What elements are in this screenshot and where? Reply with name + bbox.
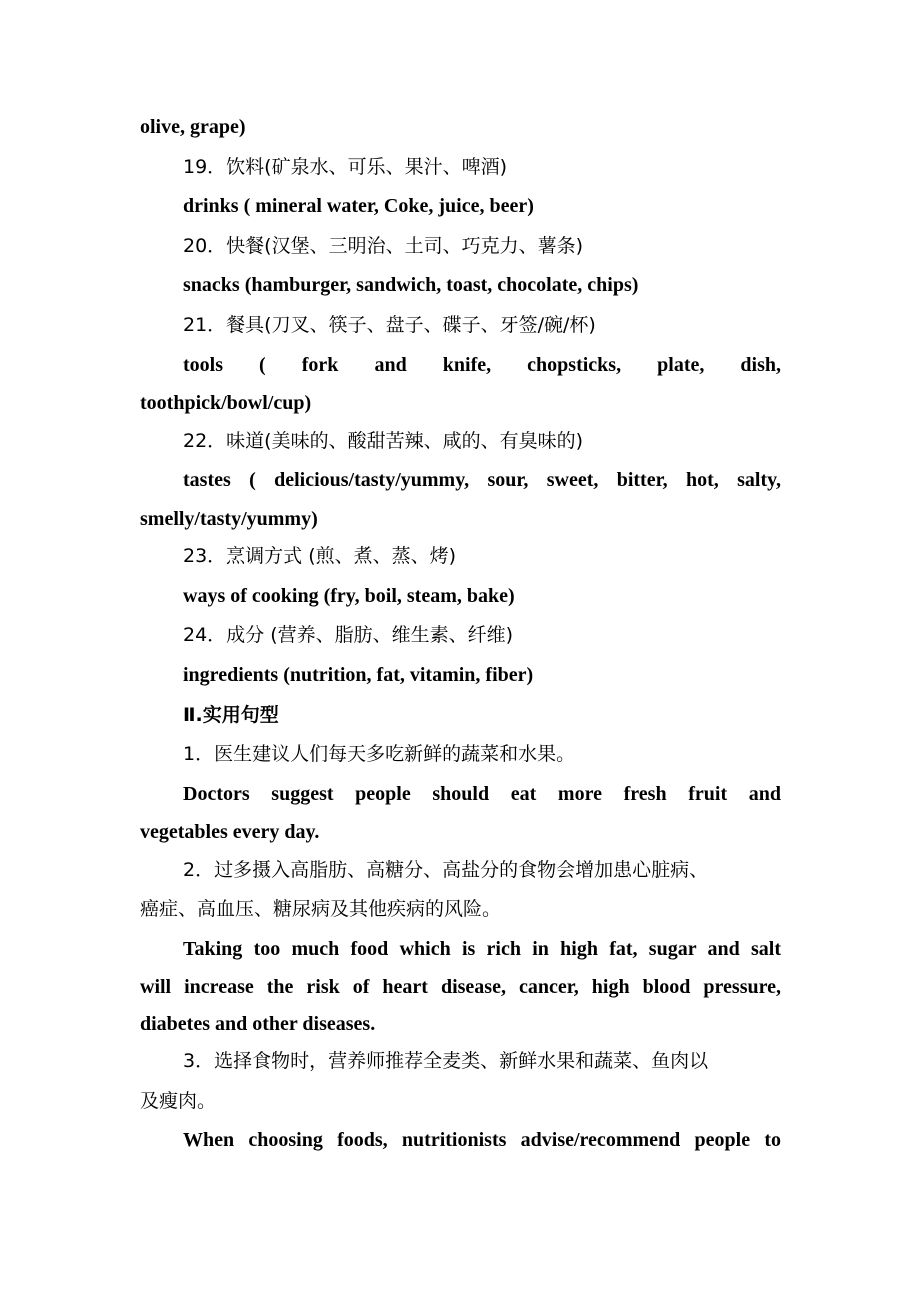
text-line: Doctors suggest people should eat more fresh fruit and: [183, 782, 781, 805]
sentence-item-3: 3．选择食物时，营养师推荐全麦类、新鲜水果和蔬菜、鱼肉以: [183, 1050, 709, 1073]
text-line: 癌症、高血压、糖尿病及其他疾病的风险。: [140, 898, 502, 921]
text-line: smelly/tasty/yummy): [140, 507, 318, 530]
sentence-item-2: 2．过多摄入高脂肪、高糖分、高盐分的食物会增加患心脏病、: [183, 858, 709, 881]
text-line: olive, grape): [140, 116, 246, 138]
vocab-item-20: 20．快餐(汉堡、三明治、土司、巧克力、薯条): [183, 234, 584, 257]
sentence-item-1: 1．医生建议人们每天多吃新鲜的蔬菜和水果。: [183, 743, 576, 766]
text-line: snacks (hamburger, sandwich, toast, chocolate, chips): [183, 274, 639, 297]
text-line: vegetables every day.: [140, 821, 320, 844]
text-line: will increase the risk of heart disease, cancer, high blood pressure,: [140, 976, 781, 999]
section-heading: Ⅱ.实用句型: [183, 703, 279, 726]
text-line: diabetes and other diseases.: [140, 1012, 376, 1035]
text-line: tools ( fork and knife, chopsticks, plate, dish,: [183, 353, 781, 376]
text-line: ways of cooking (fry, boil, steam, bake): [183, 584, 515, 607]
text-line: 及瘦肉。: [140, 1089, 217, 1112]
vocab-item-22: 22．味道(美味的、酸甜苦辣、咸的、有臭味的): [183, 429, 584, 452]
text-line: drinks ( mineral water, Coke, juice, beer): [183, 195, 534, 218]
text-line: Taking too much food which is rich in high fat, sugar and salt: [183, 937, 781, 960]
text-line: tastes ( delicious/tasty/yummy, sour, sweet, bitter, hot, salty,: [183, 469, 781, 492]
vocab-item-23: 23．烹调方式 (煎、煮、蒸、烤): [183, 545, 457, 568]
text-line: toothpick/bowl/cup): [140, 392, 312, 415]
text-line: When choosing foods, nutritionists advise/recommend people to: [183, 1129, 781, 1152]
vocab-item-24: 24．成分 (营养、脂肪、维生素、纤维): [183, 624, 514, 647]
document-body: [140, 108, 781, 1161]
text-line: ingredients (nutrition, fat, vitamin, fiber): [183, 663, 534, 686]
vocab-item-21: 21．餐具(刀叉、筷子、盘子、碟子、牙签/碗/杯): [183, 313, 596, 336]
vocab-item-19: 19．饮料(矿泉水、可乐、果汁、啤酒): [183, 155, 508, 178]
